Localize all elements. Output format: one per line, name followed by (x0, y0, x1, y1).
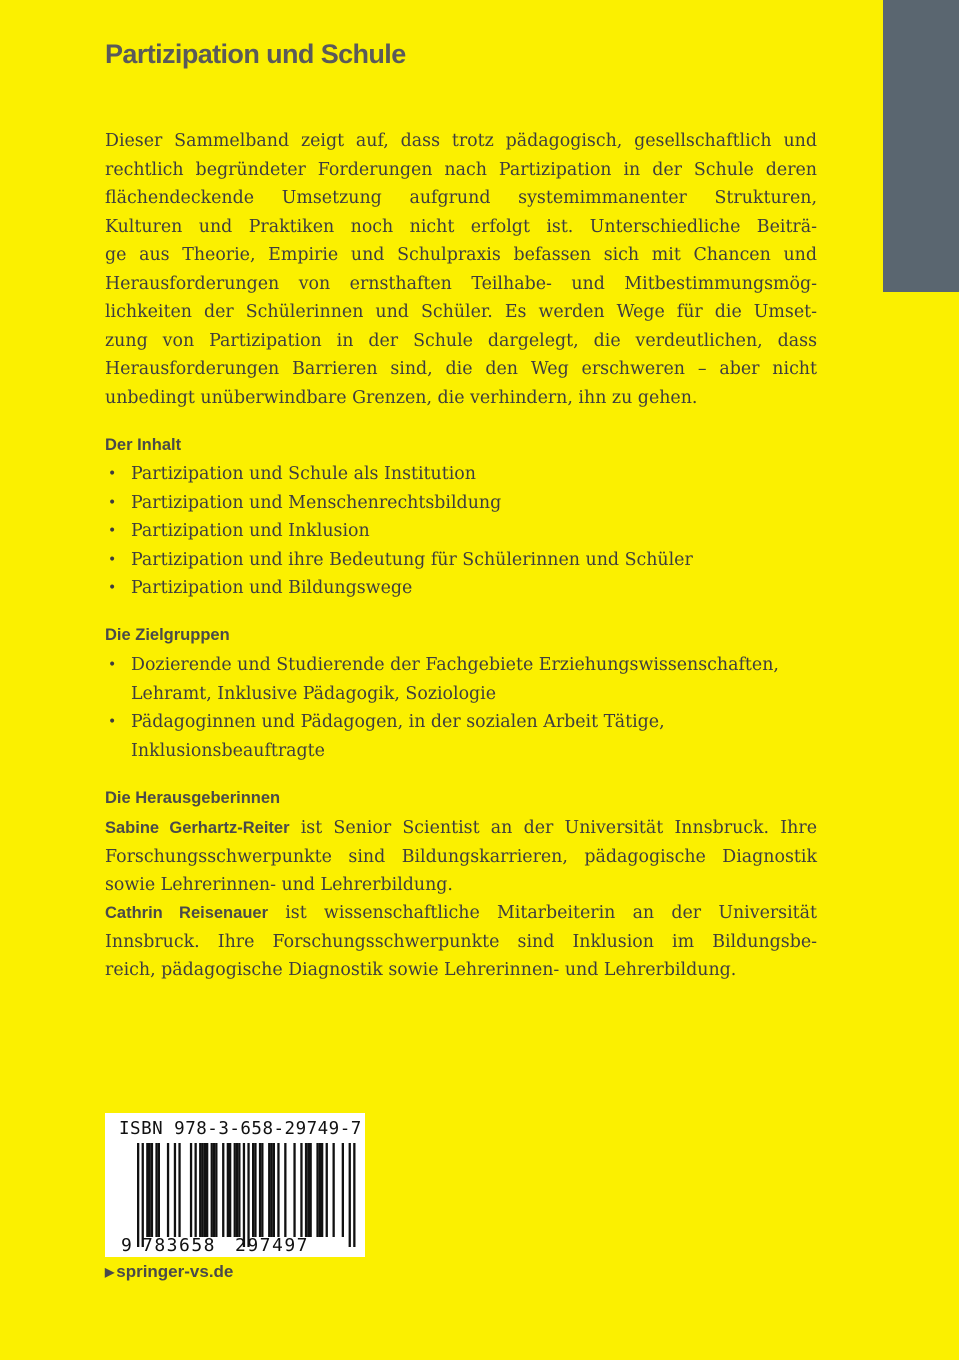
barcode-bar (333, 1143, 335, 1237)
list-item: • Dozierende und Studierende der Fachgebiete Erziehungswissenschaften, Lehramt, Inklusive Pädagogik, Soziologie (105, 651, 779, 708)
barcode-bar (201, 1143, 203, 1237)
editor-name: Cathrin Reisenauer (105, 904, 268, 922)
list-item: • Partizipation und ihre Bedeutung für Schülerinnen und Schüler (105, 546, 693, 575)
barcode-bar (252, 1143, 254, 1237)
barcode-bar (277, 1143, 279, 1237)
list-item: • Partizipation und Schule als Institution (105, 460, 693, 489)
list-item: • Partizipation und Inklusion (105, 517, 693, 546)
barcode-bar (349, 1143, 351, 1247)
barcode-bar (261, 1143, 263, 1237)
barcode-bar (307, 1143, 309, 1237)
barcode-bar (149, 1143, 151, 1237)
book-description (105, 127, 817, 412)
barcode-bar (234, 1143, 236, 1237)
bullet-icon: • (108, 466, 117, 482)
barcode-graphic (105, 1113, 365, 1257)
barcode-bar (243, 1143, 245, 1247)
barcode-bar (174, 1143, 176, 1237)
side-color-band (883, 0, 959, 292)
barcode-bar (342, 1143, 344, 1237)
barcode-bar (137, 1143, 139, 1247)
barcode-bar (270, 1143, 272, 1237)
barcode-bar (353, 1143, 355, 1247)
barcode-bar (319, 1143, 321, 1237)
barcode-bar (204, 1143, 206, 1237)
barcode-bar (190, 1143, 192, 1237)
bullet-icon: • (108, 494, 117, 511)
barcode-bar (178, 1143, 180, 1237)
play-arrow-icon: ▶ (105, 1265, 115, 1279)
publisher-website-link[interactable]: ▶ springer-vs.de (105, 1262, 234, 1281)
barcode-bar (326, 1143, 328, 1237)
barcode-bar (284, 1143, 286, 1237)
editor-name: Sabine Gerhartz-Reiter (105, 819, 290, 837)
barcode-bar (227, 1143, 229, 1237)
editors-heading: Die Herausgeberinnen (105, 789, 281, 807)
list-item: • Partizipation und Menschenrechtsbildung (105, 489, 693, 518)
barcode-bar (146, 1143, 148, 1237)
contents-list (105, 460, 693, 603)
description-line: Herausforderungen von ernsthaften Teilhabe- und Mitbestimmungsmög- (105, 273, 817, 294)
description-line: Kulturen und Praktiken noch nicht erfolgt ist. Unterschiedliche Beiträ- (105, 216, 817, 237)
barcode-bar (273, 1143, 275, 1237)
barcode-bar (229, 1143, 231, 1237)
bullet-icon: • (108, 551, 117, 568)
isbn-barcode (105, 1113, 365, 1257)
barcode-digit-group: 9 (121, 1235, 132, 1256)
barcode-bar (268, 1143, 270, 1237)
barcode-bar (215, 1143, 217, 1237)
description-line: ge aus Theorie, Empirie und Schulpraxis befassen sich mit Chancen und (105, 245, 817, 265)
bullet-icon: • (108, 657, 117, 673)
bullet-icon: • (108, 580, 117, 596)
barcode-bar (158, 1143, 160, 1237)
list-item: • Pädagoginnen und Pädagogen, in der sozialen Arbeit Tätige, Inklusionsbeauftragte (105, 708, 779, 765)
barcode-bar (195, 1143, 197, 1237)
barcode-bar (199, 1143, 201, 1237)
description-line: Herausforderungen Barrieren sind, die den Weg erschweren – aber nicht (105, 359, 817, 379)
description-line: rechtlich begründeter Forderungen nach Partizipation in der Schule deren (105, 159, 817, 180)
description-line: Dieser Sammelband zeigt auf, dass trotz pädagogisch, gesellschaftlich und (105, 131, 817, 151)
description-line: unbedingt unüberwindbare Grenzen, die verhindern, ihn zu gehen. (105, 387, 698, 408)
barcode-bar (254, 1143, 256, 1237)
barcode-bar (142, 1143, 144, 1247)
bullet-icon: • (108, 714, 117, 730)
editor-bio: Sabine Gerhartz-Reiter ist Senior Scientist an der Universität Innsbruck. Ihre Forschungsschwerpunkte sind Bildungskarrieren, pädagogische Diagnostik sowie Lehrerinnen- und Lehrerbildung. (105, 818, 817, 895)
barcode-bar (238, 1143, 240, 1237)
editor-bio: Cathrin Reisenauer ist wissenschaftliche Mitarbeiterin an der Universität Innsbruck. Ihre Forschungsschwerpunkte sind Inklusion im Bildungsbe- reich, pädagogische Diagnostik sowie Lehrerinnen- und Lehrerbildung. (105, 903, 818, 980)
barcode-bar (236, 1143, 238, 1237)
book-title: Partizipation und Schule (105, 39, 406, 69)
isbn-label: ISBN 978-3-658-29749-7 (119, 1119, 362, 1139)
barcode-digit-group: 783658 (142, 1235, 217, 1256)
audience-heading: Die Zielgruppen (105, 626, 230, 644)
barcode-bar (151, 1143, 153, 1237)
barcode-bar (293, 1143, 295, 1237)
barcode-bar (316, 1143, 318, 1237)
barcode-bar (259, 1143, 261, 1237)
description-line: zung von Partizipation in der Schule dargelegt, die verdeutlichen, dass (105, 330, 817, 351)
barcode-bar (213, 1143, 215, 1237)
barcode-bar (211, 1143, 213, 1237)
barcode-bar (155, 1143, 157, 1237)
barcode-bar (310, 1143, 312, 1237)
barcode-bar (247, 1143, 249, 1247)
bullet-icon: • (108, 523, 117, 539)
list-item: • Partizipation und Bildungswege (105, 574, 693, 603)
barcode-digit-group: 297497 (235, 1235, 310, 1256)
barcode-bar (300, 1143, 302, 1237)
barcode-bar (167, 1143, 169, 1237)
description-line: flächendeckende Umsetzung aufgrund systemimmanenter Strukturen, (105, 188, 817, 208)
barcode-bar (321, 1143, 323, 1237)
description-line: lichkeiten der Schülerinnen und Schüler. Es werden Wege für die Umset- (105, 302, 817, 322)
barcode-bar (305, 1143, 307, 1237)
contents-heading: Der Inhalt (105, 436, 182, 454)
audience-list (105, 651, 779, 765)
barcode-bar (222, 1143, 224, 1237)
barcode-bar (206, 1143, 208, 1237)
